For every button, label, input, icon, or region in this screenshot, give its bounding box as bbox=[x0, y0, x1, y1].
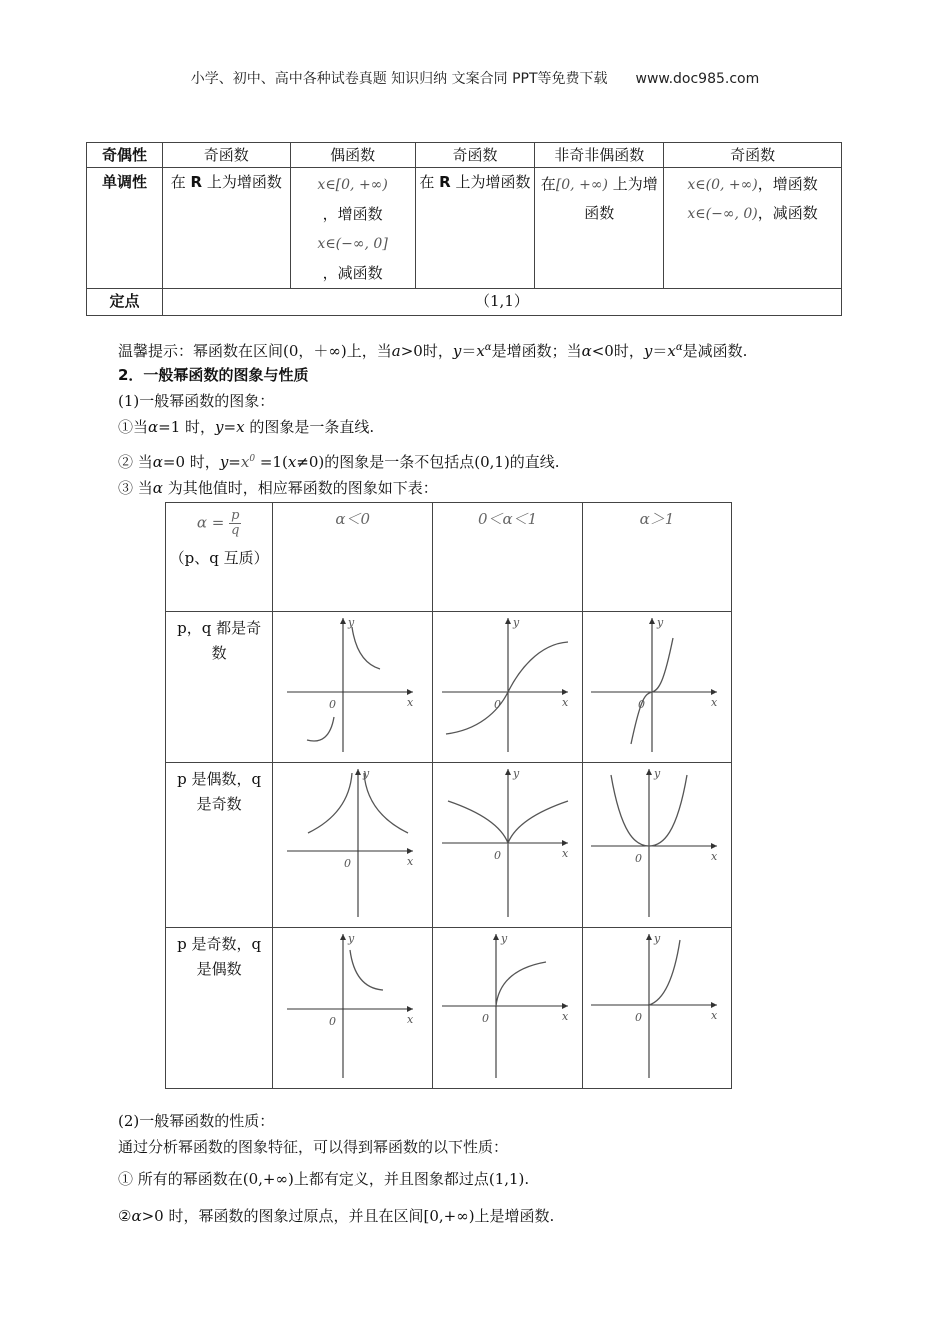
y-axis-label: y bbox=[654, 932, 661, 945]
origin-label: 0 bbox=[481, 1012, 489, 1025]
graph-cell bbox=[583, 928, 732, 1089]
graph-cell bbox=[433, 612, 583, 763]
curve bbox=[350, 950, 383, 990]
y-axis-label: y bbox=[512, 767, 519, 780]
y-axis-arrow bbox=[649, 618, 655, 624]
power-function-properties-table bbox=[86, 142, 842, 316]
parity-cell: 奇函数 bbox=[415, 143, 535, 168]
origin-label: 0 bbox=[638, 698, 646, 711]
x-axis-arrow bbox=[711, 1002, 717, 1008]
subsection-properties: (2)一般幂函数的性质： bbox=[118, 1112, 275, 1130]
y-axis-arrow bbox=[340, 618, 346, 624]
y-axis-label: y bbox=[362, 767, 369, 780]
graph-cell bbox=[583, 763, 732, 928]
graph-cell bbox=[273, 763, 433, 928]
x-axis-label: x bbox=[406, 696, 413, 709]
mono-cell-4: 在[0, +∞) 上为增函数 bbox=[535, 168, 664, 289]
alpha-formula-cell: α = $\frac{p}{q}$ （p、q 互质） bbox=[166, 503, 273, 612]
line-alpha-1: ①当α=1 时，y=x 的图象是一条直线. bbox=[118, 418, 375, 436]
y-axis-label: y bbox=[500, 932, 507, 945]
graph-table-head bbox=[166, 503, 732, 612]
power-function-graph-table bbox=[165, 502, 732, 1089]
origin-label: 0 bbox=[635, 852, 643, 865]
x-axis-arrow bbox=[562, 689, 568, 695]
x-axis-label: x bbox=[711, 696, 718, 709]
x-axis-arrow bbox=[711, 689, 717, 695]
origin-label: 0 bbox=[493, 698, 501, 711]
subsection-graphs: (1)一般幂函数的图象： bbox=[118, 392, 275, 410]
x-axis-label: x bbox=[406, 1013, 413, 1026]
graph-cell bbox=[273, 928, 433, 1089]
y-axis-arrow bbox=[505, 769, 511, 775]
page-header bbox=[0, 68, 950, 88]
graph-oo-pos bbox=[587, 612, 727, 758]
row-label: p 是奇数，q 是偶数 bbox=[166, 928, 273, 1089]
mono-cell-3: 在 R 上为增函数 bbox=[415, 168, 535, 289]
x-axis-label: x bbox=[711, 1009, 718, 1022]
properties-intro: 通过分析幂函数的图象特征，可以得到幂函数的以下性质： bbox=[118, 1138, 509, 1156]
origin-label: 0 bbox=[328, 1015, 336, 1028]
curve bbox=[496, 962, 546, 1006]
row-monotonicity bbox=[87, 168, 842, 289]
row-label: p 是偶数，q 是奇数 bbox=[166, 763, 273, 928]
graph-eo-mid bbox=[438, 763, 578, 923]
tip-paragraph: 温馨提示：幂函数在区间(0，＋∞)上，当a>0时，$y=x^\alpha$是增函数；当α<0时，$y=x^\alpha$是减函数. bbox=[118, 342, 748, 360]
graph-oe-pos bbox=[587, 928, 727, 1084]
property-1: ① 所有的幂函数在(0,+∞)上都有定义，并且图象都过点(1,1). bbox=[118, 1170, 530, 1188]
y-axis-arrow bbox=[646, 769, 652, 775]
graph-row-odd-odd bbox=[166, 612, 732, 763]
header-site[interactable]: www.doc985.com bbox=[635, 71, 760, 87]
x-axis-label: x bbox=[561, 1010, 568, 1023]
line-alpha-0: ② 当α=0 时，$y=x^0 =1(x\ne 0)$的图象是一条不包括点(0,1)的直线. bbox=[118, 453, 560, 471]
y-axis-label: y bbox=[512, 616, 519, 629]
origin-label: 0 bbox=[328, 698, 336, 711]
property-2: ②α>0 时，幂函数的图象过原点，并且在区间[0,+∞)上是增函数. bbox=[118, 1207, 555, 1225]
mono-cell-2: x∈[0, +∞) ，增函数 x∈(−∞, 0] ，减函数 bbox=[290, 168, 415, 289]
graph-cell bbox=[433, 763, 583, 928]
y-axis-arrow bbox=[493, 934, 499, 940]
y-axis-arrow bbox=[646, 934, 652, 940]
x-axis-arrow bbox=[711, 843, 717, 849]
row-parity bbox=[87, 143, 842, 168]
graph-oo-neg bbox=[283, 612, 423, 758]
origin-label: 0 bbox=[635, 1011, 643, 1024]
graph-cell bbox=[273, 612, 433, 763]
parity-cell: 非奇非偶函数 bbox=[535, 143, 664, 168]
y-axis-label: y bbox=[347, 932, 354, 945]
row-label: p，q 都是奇数 bbox=[166, 612, 273, 763]
y-axis-arrow bbox=[355, 769, 361, 775]
mono-cell-5: x∈(0, +∞)，增函数 x∈(−∞, 0)，减函数 bbox=[664, 168, 842, 289]
graph-row-even-odd bbox=[166, 763, 732, 928]
graph-cell bbox=[583, 612, 732, 763]
fixed-point-value: （1,1） bbox=[162, 289, 841, 316]
col-head-between: 0＜α＜1 bbox=[433, 503, 583, 612]
graph-oe-mid bbox=[438, 928, 578, 1084]
y-axis-arrow bbox=[505, 618, 511, 624]
col-head-greater: α＞1 bbox=[583, 503, 732, 612]
mono-cell-1: 在 R 上为增函数 bbox=[162, 168, 290, 289]
curve bbox=[446, 642, 568, 734]
x-axis-arrow bbox=[407, 848, 413, 854]
graph-oe-neg bbox=[283, 928, 423, 1084]
x-axis-arrow bbox=[407, 689, 413, 695]
parity-cell: 奇函数 bbox=[162, 143, 290, 168]
y-axis-label: y bbox=[347, 616, 354, 629]
x-axis-label: x bbox=[711, 850, 718, 863]
x-axis-label: x bbox=[561, 696, 568, 709]
parity-cell: 奇函数 bbox=[664, 143, 842, 168]
graph-row-odd-even bbox=[166, 928, 732, 1089]
row-label-parity: 奇偶性 bbox=[87, 143, 163, 168]
header-text: 小学、初中、高中各种试卷真题 知识归纳 文案合同 PPT等免费下载 bbox=[190, 71, 608, 87]
row-label-fixed-point: 定点 bbox=[87, 289, 163, 316]
graph-eo-neg bbox=[283, 763, 423, 923]
y-axis-label: y bbox=[654, 767, 661, 780]
x-axis-arrow bbox=[407, 1006, 413, 1012]
graph-oo-mid bbox=[438, 612, 578, 758]
section-title: 2．一般幂函数的图象与性质 bbox=[118, 366, 309, 384]
curve bbox=[649, 940, 680, 1005]
line-alpha-other: ③ 当α 为其他值时，相应幂函数的图象如下表： bbox=[118, 479, 438, 497]
x-axis-label: x bbox=[561, 847, 568, 860]
origin-label: 0 bbox=[493, 849, 501, 862]
row-label-monotonicity: 单调性 bbox=[87, 168, 163, 289]
parity-cell: 偶函数 bbox=[290, 143, 415, 168]
origin-label: 0 bbox=[343, 857, 351, 870]
y-axis-label: y bbox=[657, 616, 664, 629]
y-axis-arrow bbox=[340, 934, 346, 940]
col-head-negative: α＜0 bbox=[273, 503, 433, 612]
graph-cell bbox=[433, 928, 583, 1089]
row-fixed-point bbox=[87, 289, 842, 316]
x-axis-label: x bbox=[406, 855, 413, 868]
x-axis-arrow bbox=[562, 840, 568, 846]
x-axis-arrow bbox=[562, 1003, 568, 1009]
graph-eo-pos bbox=[587, 763, 727, 923]
